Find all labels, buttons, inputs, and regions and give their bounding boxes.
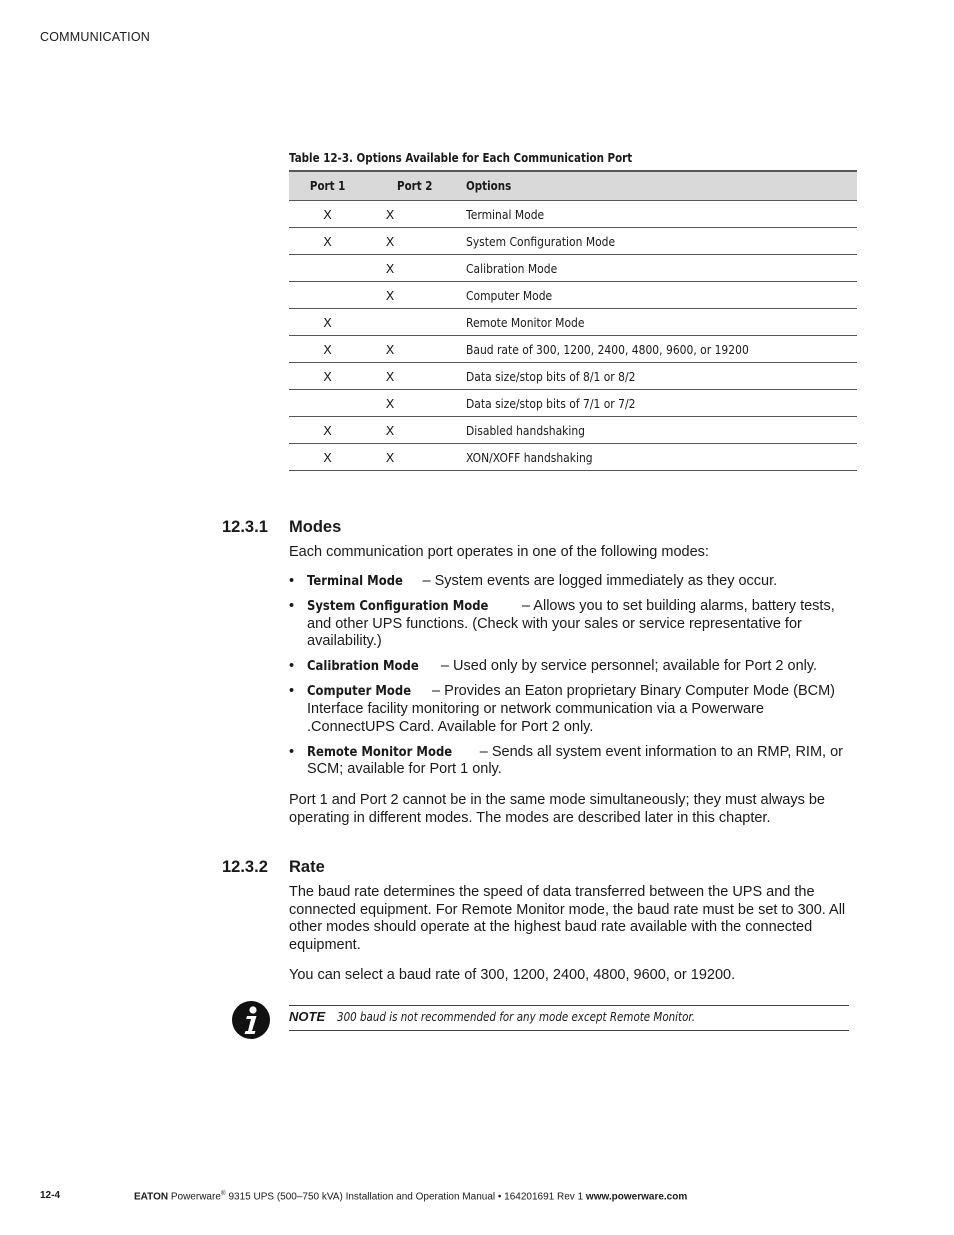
options-table <box>289 170 857 471</box>
bullet-icon: • <box>289 598 295 615</box>
page-number: 12-4 <box>40 1190 61 1201</box>
modes-intro: Each communication port operates in one of the following modes: <box>289 544 709 560</box>
mode-description: – System events are logged immediately as they occur. <box>418 573 778 589</box>
bullet-icon: • <box>289 573 295 589</box>
footer-text <box>134 1190 687 1202</box>
cell-port-1: X <box>289 417 366 444</box>
cell-port-2 <box>366 309 466 336</box>
column-header-port-2: Port 2 <box>366 171 466 201</box>
table-row <box>289 336 857 363</box>
cell-port-2: X <box>366 201 466 228</box>
table-row <box>289 282 857 309</box>
modes-list <box>289 573 849 786</box>
table-row <box>289 417 857 444</box>
cell-port-1: X <box>289 444 366 471</box>
footer-brand: EATON <box>134 1191 169 1203</box>
note-label: NOTE <box>289 1009 326 1024</box>
mode-term: Calibration Mode <box>307 658 419 675</box>
mode-description: – Used only by service personnel; available for Port 2 only. <box>436 658 818 675</box>
list-item <box>289 683 849 736</box>
mode-description: – Allows you to set building alarms, battery tests, and other UPS functions. (Check with your sales or service representative for availability.) <box>307 598 835 650</box>
cell-port-1: X <box>289 309 366 336</box>
footer-product-rest: 9315 UPS (500–750 kVA) Installation and Operation Manual • 164201691 Rev 1 <box>225 1191 586 1203</box>
mode-term: System Configuration Mode <box>307 598 489 615</box>
mode-term: Terminal Mode <box>307 573 403 589</box>
section-number-modes: 12.3.1 <box>222 518 268 536</box>
cell-port-2: X <box>366 282 466 309</box>
cell-option: System Configuration Mode <box>466 228 857 255</box>
registered-mark: ® <box>220 1190 226 1197</box>
table-row <box>289 201 857 228</box>
mode-term: Remote Monitor Mode <box>307 743 453 760</box>
list-item <box>289 573 849 591</box>
table-row <box>289 363 857 390</box>
cell-port-2: X <box>366 417 466 444</box>
cell-option: Data size/stop bits of 7/1 or 7/2 <box>466 390 857 417</box>
list-item <box>289 658 849 676</box>
cell-option: Data size/stop bits of 8/1 or 8/2 <box>466 363 857 390</box>
cell-option: Terminal Mode <box>466 201 857 228</box>
cell-port-2: X <box>366 390 466 417</box>
table-row <box>289 228 857 255</box>
table-row <box>289 444 857 471</box>
cell-option: XON/XOFF handshaking <box>466 444 857 471</box>
column-header-options: Options <box>466 171 857 201</box>
note-text: 300 baud is not recommended for any mode except Remote Monitor. <box>337 1010 696 1024</box>
cell-port-1: X <box>289 336 366 363</box>
cell-option: Calibration Mode <box>466 255 857 282</box>
list-item <box>289 598 849 651</box>
footer-website: www.powerware.com <box>585 1191 688 1203</box>
section-title-rate: Rate <box>289 858 325 876</box>
cell-port-2: X <box>366 255 466 282</box>
cell-port-2: X <box>366 228 466 255</box>
cell-port-1 <box>289 282 366 309</box>
modes-closing: Port 1 and Port 2 cannot be in the same mode simultaneously; they must always be operating in different modes. The modes are described later in this chapter. <box>289 792 825 826</box>
table-row <box>289 390 857 417</box>
cell-port-2: X <box>366 444 466 471</box>
cell-port-1 <box>289 390 366 417</box>
table-header-row <box>289 171 857 201</box>
table-row <box>289 255 857 282</box>
cell-option: Baud rate of 300, 1200, 2400, 4800, 9600, or 19200 <box>466 336 857 363</box>
cell-option: Computer Mode <box>466 282 857 309</box>
info-icon <box>232 1001 270 1039</box>
cell-port-1: X <box>289 228 366 255</box>
cell-option: Disabled handshaking <box>466 417 857 444</box>
rate-paragraph-2: You can select a baud rate of 300, 1200, 2400, 4800, 9600, or 19200. <box>289 967 736 983</box>
mode-term: Computer Mode <box>307 683 412 700</box>
bullet-icon: • <box>289 658 295 675</box>
bullet-icon: • <box>289 683 295 700</box>
footer-product: Powerware <box>168 1191 221 1203</box>
running-header: COMMUNICATION <box>40 30 150 44</box>
note-box <box>289 1005 849 1031</box>
cell-option: Remote Monitor Mode <box>466 309 857 336</box>
cell-port-1: X <box>289 201 366 228</box>
section-title-modes: Modes <box>289 518 342 536</box>
mode-description: – Sends all system event information to an RMP, RIM, or SCM; available for Port 1 only. <box>307 743 843 778</box>
column-header-port-1: Port 1 <box>289 171 366 201</box>
cell-port-2: X <box>366 336 466 363</box>
list-item <box>289 744 849 779</box>
section-number-rate: 12.3.2 <box>222 858 268 876</box>
cell-port-1: X <box>289 363 366 390</box>
mode-description: – Provides an Eaton proprietary Binary Computer Mode (BCM) Interface facility monitoring or network communication via a Powerware .ConnectUPS Card. Available for Port 2 only. <box>307 683 836 735</box>
table-caption: Table 12-3. Options Available for Each Communication Port <box>289 151 633 165</box>
cell-port-2: X <box>366 363 466 390</box>
table-row <box>289 309 857 336</box>
rate-paragraph-1: The baud rate determines the speed of data transferred between the UPS and the connected equipment. For Remote Monitor mode, the baud rate must be set to 300. All other modes should operate at the highest baud rate available with the connected equipment. <box>289 884 846 953</box>
cell-port-1 <box>289 255 366 282</box>
bullet-icon: • <box>289 743 295 760</box>
